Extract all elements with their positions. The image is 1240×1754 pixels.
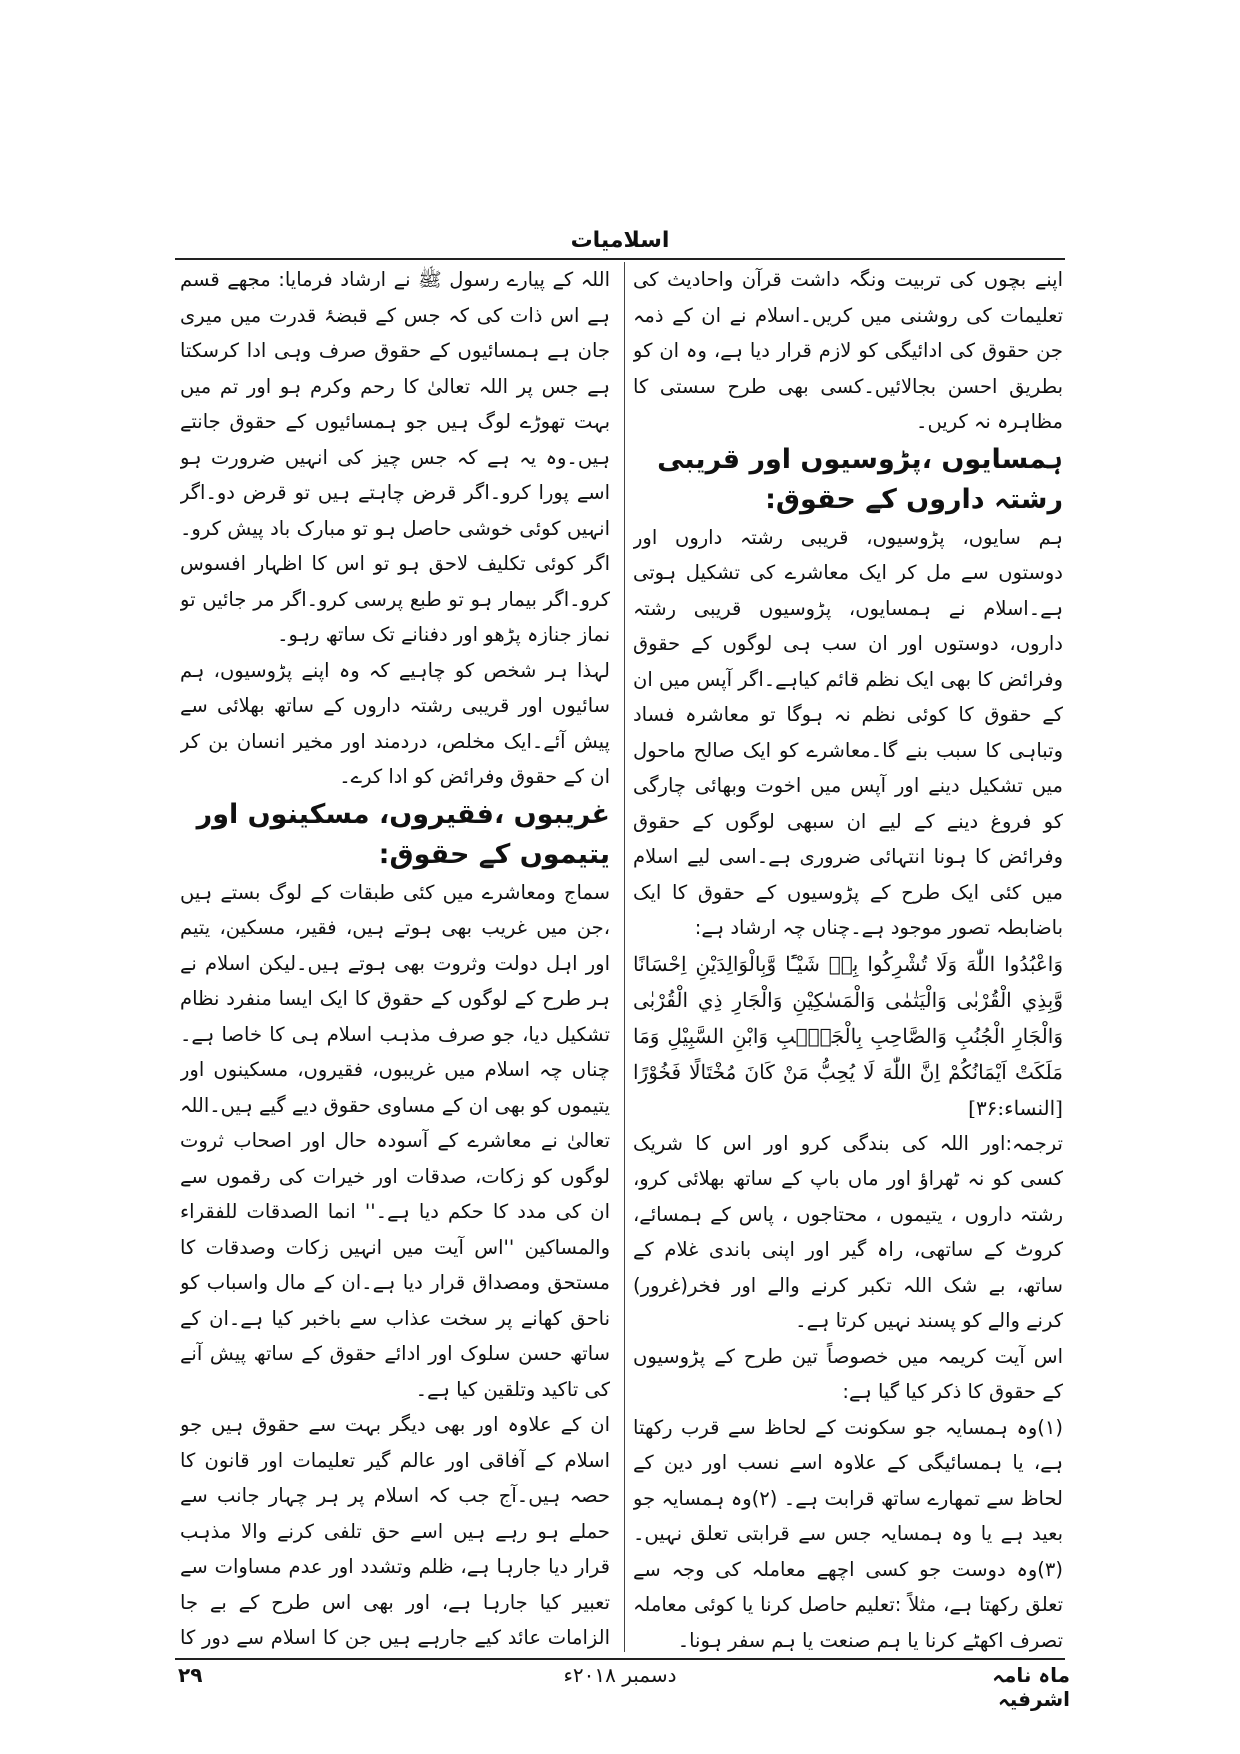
footer-rule xyxy=(175,1658,1065,1660)
page-number: ۲۹ xyxy=(178,1663,203,1687)
paragraph: سماج ومعاشرے میں کئی طبقات کے لوگ بستے ہیں ،جن میں غریب بھی ہوتے ہیں، فقیر، مسکین، یتیم اور اہل دولت وثروت بھی ہوتے ہیں۔لیکن اسلام نے ہر طرح کے لوگوں کے حقوق کا ایک ایسا منفرد نظام تشکیل دیا، جو صرف مذہب اسلام ہی کا خاصا ہے۔ چناں چہ اسلام میں غریبوں، فقیروں، مسکینوں اور یتیموں کو بھی ان کے مساوی حقوق دیے گیے ہیں۔اللہ تعالیٰ نے معاشرے کے آسودہ حال اور اصحاب ثروت لوگوں کو زکات، صدقات اور خیرات کی رقموں سے ان کی مدد کا حکم دیا ہے۔'' انما الصدقات للفقراء والمساکین ''اس آیت میں انہیں زکات وصدقات کا مستحق ومصداق قرار دیا ہے۔ان کے مال واسباب کو ناحق کھانے پر سخت عذاب سے باخبر کیا ہے۔ان کے ساتھ حسن سلوک اور ادائے حقوق کے ساتھ پیش آنے کی تاکید وتلقین کیا ہے۔ xyxy=(180,880,610,1401)
section-heading-poor-orphans: غریبوں ،فقیروں، مسکینوں اور یتیموں کے حقوق: xyxy=(196,798,610,870)
quran-verse: وَاعْبُدُوا اللّٰهَ وَلَا تُشْرِكُوا بِهٖ شَيْـًٔا وَّبِالْوَالِدَيْنِ اِحْسَانًا وَّبِذِي الْقُرْبٰى وَالْيَتٰمٰى وَالْمَسٰكِيْنِ وَالْجَارِ ذِي الْقُرْبٰى وَالْجَارِ الْجُنُبِ وَالصَّاحِبِ بِالْجَنْۢبِ وَابْنِ السَّبِيْلِ وَمَا مَلَكَتْ اَيْمَانُكُمْ اِنَّ اللّٰهَ لَا يُحِبُّ مَنْ كَانَ مُخْتَالًا فَخُوْرًا [النساء:۳۶] xyxy=(633,951,1063,1120)
header-rule xyxy=(175,258,1065,260)
left-column xyxy=(180,262,610,1652)
paragraph: اپنے بچوں کی تربیت ونگہ داشت قرآن واحادیث کی تعلیمات کی روشنی میں کریں۔اسلام نے ان کے ذمہ جن حقوق کی ادائیگی کو لازم قرار دیا ہے، وہ ان کو بطریق احسن بجالائیں۔کسی بھی طرح سستی کا مظاہرہ نہ کریں۔ xyxy=(633,268,1063,433)
issue-date: دسمبر ۲۰۱۸ء xyxy=(563,1663,677,1687)
paragraph: اللہ کے پیارے رسول ﷺ نے ارشاد فرمایا: مجھے قسم ہے اس ذات کی کہ جس کے قبضۂ قدرت میں میری جان ہے ہمسائیوں کے حقوق صرف وہی ادا کرسکتا ہے جس پر اللہ تعالیٰ کا رحم وکرم ہو اور تم میں بہت تھوڑے لوگ ہیں جو ہمسائیوں کے حقوق جانتے ہیں۔وہ یہ ہے کہ جس چیز کی انہیں ضرورت ہو اسے پورا کرو۔اگر قرض چاہتے ہیں تو قرض دو۔اگر انہیں کوئی خوشی حاصل ہو تو مبارک باد پیش کرو۔اگر کوئی تکلیف لاحق ہو تو اس کا اظہار افسوس کرو۔اگر بیمار ہو تو طبع پرسی کرو۔اگر مر جائیں تو نماز جنازہ پڑھو اور دفنانے تک ساتھ رہو۔ xyxy=(180,268,610,646)
paragraph: ان کے علاوہ اور بھی دیگر بہت سے حقوق ہیں جو اسلام کے آفاقی اور عالم گیر تعلیمات اور قانون کا حصہ ہیں۔آج جب کہ اسلام پر ہر چہار جانب سے حملے ہو رہے ہیں اسے حق تلفی کرنے والا مذہب قرار دیا جارہا ہے، ظلم وتشدد اور عدم مساوات سے تعبیر کیا جارہا ہے، اور بھی اس طرح کے بے جا الزامات عائد کیے جارہے ہیں جن کا اسلام سے دور کا xyxy=(180,1413,610,1649)
translation-paragraph: ترجمہ:اور اللہ کی بندگی کرو اور اس کا شریک کسی کو نہ ٹھراؤ اور ماں باپ کے ساتھ بھلائی کرو، رشتہ داروں ، یتیموں ، محتاجوں ، پاس کے ہمسائے، کروٹ کے ساتھی، راہ گیر اور اپنی باندی غلام کے ساتھ، بے شک اللہ تکبر کرنے والے اور فخر(غرور) کرنے والے کو پسند نہیں کرتا ہے۔ xyxy=(633,1131,1063,1332)
paragraph: اس آیت کریمہ میں خصوصاً تین طرح کے پڑوسیوں کے حقوق کا ذکر کیا گیا ہے: xyxy=(633,1344,1063,1403)
paragraph: ہم سایوں، پڑوسیوں، قریبی رشتہ داروں اور دوستوں سے مل کر ایک معاشرے کی تشکیل ہوتی ہے۔اسلام نے ہمسایوں، پڑوسیوں قریبی رشتہ داروں، دوستوں اور ان سب ہی لوگوں کے حقوق وفرائض کا بھی ایک نظم قائم کیاہے۔اگر آپس میں ان کے حقوق کا کوئی نظم نہ ہوگا تو معاشرہ فساد وتباہی کا سبب بنے گا۔معاشرے کو ایک صالح ماحول میں تشکیل دینے اور آپس میں اخوت وبھائی چارگی کو فروغ دینے کے لیے ان سبھی لوگوں کے حقوق وفرائض کا ہونا انتہائی ضروری ہے۔اسی لیے اسلام میں کئی ایک طرح کے پڑوسیوں کے حقوق کا ایک باضابطہ تصور موجود ہے۔چناں چہ ارشاد ہے: xyxy=(633,525,1063,939)
paragraph: لہذا ہر شخص کو چاہیے کہ وہ اپنے پڑوسیوں، ہم سائیوں اور قریبی رشتہ داروں کے ساتھ بھلائی سے پیش آئے۔ایک مخلص، دردمند اور مخیر انسان بن کر ان کے حقوق وفرائض کو ادا کرے۔ xyxy=(180,658,610,788)
section-heading-neighbours: ہمسایوں ،پڑوسیوں اور قریبی رشتہ داروں کے حقوق: xyxy=(657,443,1063,515)
section-title: اسلامیات xyxy=(570,228,670,253)
magazine-name: ماہ نامہ اشرفیہ xyxy=(992,1663,1070,1711)
right-column xyxy=(633,262,1063,1652)
paragraph: (۱)وہ ہمسایہ جو سکونت کے لحاظ سے قرب رکھتا ہے، یا ہمسائیگی کے علاوہ اسے نسب اور دین کے لحاظ سے تمھارے ساتھ قرابت ہے۔ (۲)وہ ہمسایہ جو بعید ہے یا وہ ہمسایہ جس سے قرابتی تعلق نہیں۔ (۳)وہ دوست جو کسی اچھے معاملہ کی وجہ سے تعلق رکھتا ہے، مثلاً :تعلیم حاصل کرنا یا کوئی معاملہ تصرف اکھٹے کرنا یا ہم صنعت یا ہم سفر ہونا۔ xyxy=(633,1415,1063,1652)
column-divider xyxy=(624,262,625,1652)
